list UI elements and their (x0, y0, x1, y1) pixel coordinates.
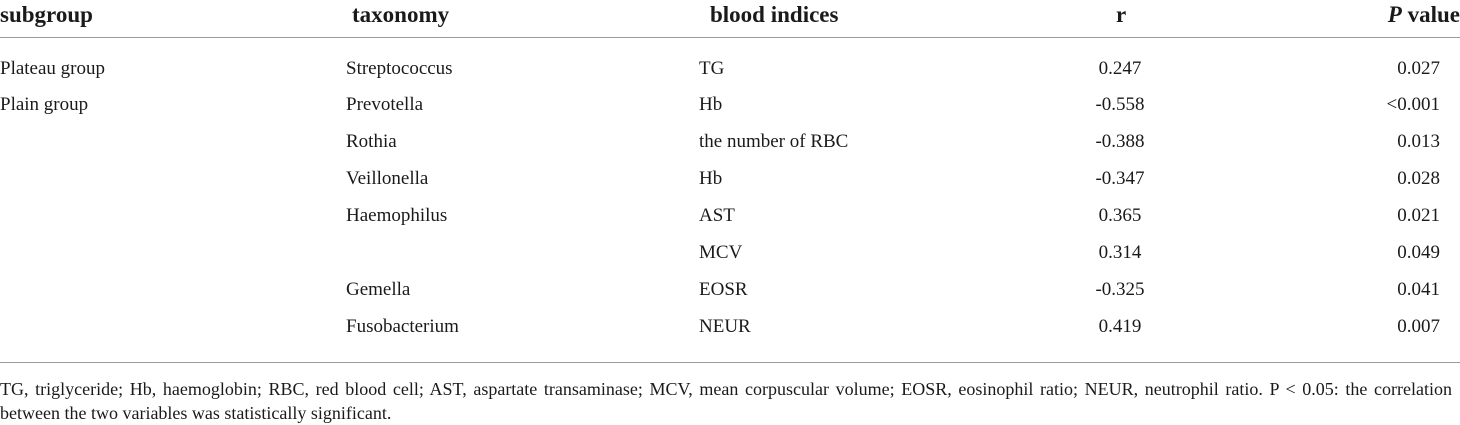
header-r: r (1116, 2, 1127, 27)
cell-p: 0.013 (1397, 131, 1440, 152)
cell-r: 0.419 (1098, 316, 1142, 337)
cell-blood-index: TG (699, 58, 725, 79)
cell-blood-index: Hb (699, 168, 723, 189)
header-rule (0, 37, 1460, 38)
header-p-italic: P (1387, 2, 1402, 27)
table-row (0, 308, 1460, 345)
cell-taxonomy: Fusobacterium (346, 316, 459, 337)
cell-subgroup: Plain group (0, 94, 89, 115)
cell-blood-index: AST (699, 205, 735, 226)
cell-p: 0.049 (1397, 242, 1440, 263)
header-subgroup: subgroup (0, 2, 93, 27)
table-header-row (0, 0, 1460, 30)
cell-blood-index: EOSR (699, 279, 748, 300)
cell-taxonomy: Veillonella (346, 168, 429, 189)
table-row (0, 234, 1460, 271)
table-row (0, 50, 1460, 87)
cell-r: 0.314 (1098, 242, 1142, 263)
cell-r: -0.347 (1095, 168, 1145, 189)
table-row (0, 160, 1460, 197)
cell-subgroup: Plateau group (0, 58, 106, 79)
cell-taxonomy: Prevotella (346, 94, 424, 115)
table-row (0, 86, 1460, 123)
cell-blood-index: MCV (699, 242, 743, 263)
cell-r: -0.325 (1095, 279, 1145, 300)
cell-p: <0.001 (1386, 94, 1440, 115)
cell-p: 0.041 (1397, 279, 1440, 300)
table-row (0, 123, 1460, 160)
header-p-rest: value (1401, 2, 1460, 27)
header-taxonomy: taxonomy (352, 2, 450, 27)
table-footnote (0, 377, 1452, 425)
cell-r: 0.365 (1098, 205, 1142, 226)
cell-blood-index: Hb (699, 94, 723, 115)
cell-taxonomy: Rothia (346, 131, 397, 152)
cell-p: 0.007 (1397, 316, 1440, 337)
header-blood-indices: blood indices (710, 2, 839, 27)
footnote-text: TG, triglyceride; Hb, haemoglobin; RBC, red blood cell; AST, aspartate transaminase; MCV, mean corpuscular volume; EOSR, eosinophil ratio; NEUR, neutrophil ratio. P < 0.05: the correlation between the two variables was statistically significant. (0, 379, 1452, 423)
cell-p: 0.028 (1397, 168, 1440, 189)
table-row (0, 271, 1460, 308)
cell-p: 0.021 (1397, 205, 1440, 226)
cell-blood-index: the number of RBC (699, 131, 849, 152)
cell-taxonomy: Haemophilus (346, 205, 448, 226)
cell-r: -0.388 (1095, 131, 1145, 152)
bottom-rule (0, 362, 1460, 363)
cell-r: 0.247 (1098, 58, 1142, 79)
cell-blood-index: NEUR (699, 316, 751, 337)
cell-taxonomy: Gemella (346, 279, 411, 300)
cell-p: 0.027 (1397, 58, 1440, 79)
header-p-value (1388, 0, 1460, 30)
cell-r: -0.558 (1095, 94, 1145, 115)
table-row (0, 197, 1460, 234)
cell-taxonomy: Streptococcus (346, 58, 453, 79)
